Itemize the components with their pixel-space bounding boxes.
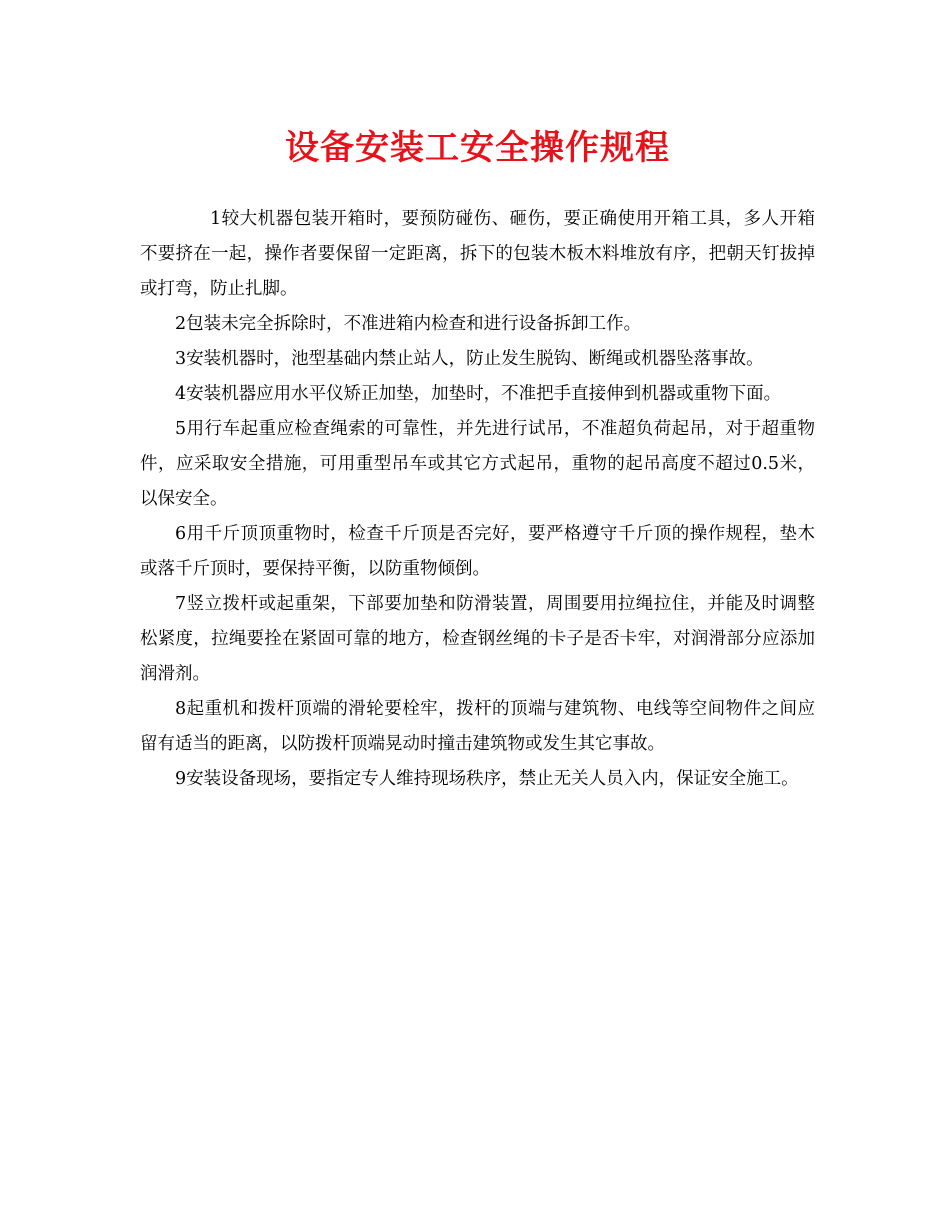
- paragraph-5: 5用行车起重应检查绳索的可靠性，并先进行试吊，不准超负荷起吊，对于超重物件，应采取安全措施，可用重型吊车或其它方式起吊，重物的起吊高度不超过0.5米，以保安全。: [140, 419, 815, 509]
- document-body: [140, 202, 815, 797]
- paragraph-2: 2包装未完全拆除时，不准进箱内检查和进行设备拆卸工作。: [175, 314, 642, 334]
- paragraph-4: 4安装机器应用水平仪矫正加垫，加垫时，不准把手直接伸到机器或重物下面。: [175, 384, 782, 404]
- document-page: [140, 118, 815, 797]
- paragraph-8: 8起重机和拨杆顶端的滑轮要栓牢，拨杆的顶端与建筑物、电线等空间物件之间应留有适当的距离，以防拨杆顶端晃动时撞击建筑物或发生其它事故。: [140, 699, 815, 754]
- paragraph-3: 3安装机器时，池型基础内禁止站人，防止发生脱钩、断绳或机器坠落事故。: [175, 349, 764, 369]
- document-title: 设备安装工安全操作规程: [285, 128, 670, 168]
- paragraph-6: 6用千斤顶顶重物时，检查千斤顶是否完好，要严格遵守千斤顶的操作规程，垫木或落千斤顶时，要保持平衡，以防重物倾倒。: [140, 524, 815, 579]
- paragraph-1: 1较大机器包装开箱时，要预防碰伤、砸伤，要正确使用开箱工具，多人开箱不要挤在一起，操作者要保留一定距离，拆下的包装木板木料堆放有序，把朝天钉拔掉或打弯，防止扎脚。: [140, 209, 815, 299]
- paragraph-7: 7竖立拨杆或起重架，下部要加垫和防滑装置，周围要用拉绳拉住，并能及时调整松紧度，拉绳要拴在紧固可靠的地方，检查钢丝绳的卡子是否卡牢，对润滑部分应添加润滑剂。: [140, 594, 815, 684]
- paragraph-9: 9安装设备现场，要指定专人维持现场秩序，禁止无关人员入内，保证安全施工。: [175, 769, 799, 789]
